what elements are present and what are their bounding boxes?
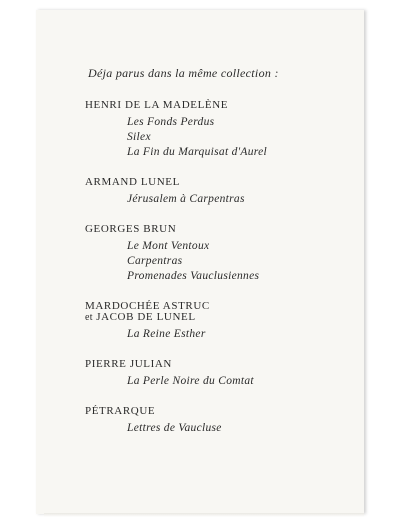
book-title: Jérusalem à Carpentras bbox=[127, 193, 245, 205]
book-title: Les Fonds Perdus bbox=[127, 116, 215, 128]
author-name: GEORGES BRUN bbox=[85, 223, 177, 235]
collection-heading: Déja parus dans la même collection : bbox=[88, 66, 279, 80]
title-list bbox=[127, 327, 355, 342]
entry-madelene bbox=[85, 100, 355, 160]
book-title: Silex bbox=[127, 131, 151, 143]
author-name-line2 bbox=[85, 312, 355, 323]
collection-list bbox=[85, 66, 355, 453]
title-list bbox=[127, 192, 355, 207]
book-title: Le Mont Ventoux bbox=[127, 240, 210, 252]
book-title: Promenades Vauclusiennes bbox=[127, 270, 260, 282]
author-second-name: JACOB DE LUNEL bbox=[96, 311, 196, 323]
entry-lunel bbox=[85, 177, 355, 207]
title-list bbox=[127, 239, 355, 284]
title-list bbox=[127, 374, 355, 389]
author-conjunction: et bbox=[85, 312, 93, 323]
author-name: PIERRE JULIAN bbox=[85, 358, 172, 370]
book-title: Carpentras bbox=[127, 255, 183, 267]
title-list bbox=[127, 421, 355, 436]
entry-julian bbox=[85, 359, 355, 389]
author-name: PÉTRARQUE bbox=[85, 405, 156, 417]
title-list bbox=[127, 115, 355, 160]
entry-petrarque bbox=[85, 406, 355, 436]
book-title: Lettres de Vaucluse bbox=[127, 422, 222, 434]
book-page bbox=[36, 10, 364, 514]
author-name: MARDOCHÉE ASTRUC bbox=[85, 300, 210, 312]
entry-brun bbox=[85, 224, 355, 284]
book-title: La Perle Noire du Comtat bbox=[127, 375, 254, 387]
book-title: La Reine Esther bbox=[127, 328, 206, 340]
entry-astruc bbox=[85, 301, 355, 342]
author-name: HENRI DE LA MADELÈNE bbox=[85, 99, 229, 111]
author-name: ARMAND LUNEL bbox=[85, 176, 180, 188]
book-title: La Fin du Marquisat d'Aurel bbox=[127, 146, 268, 158]
